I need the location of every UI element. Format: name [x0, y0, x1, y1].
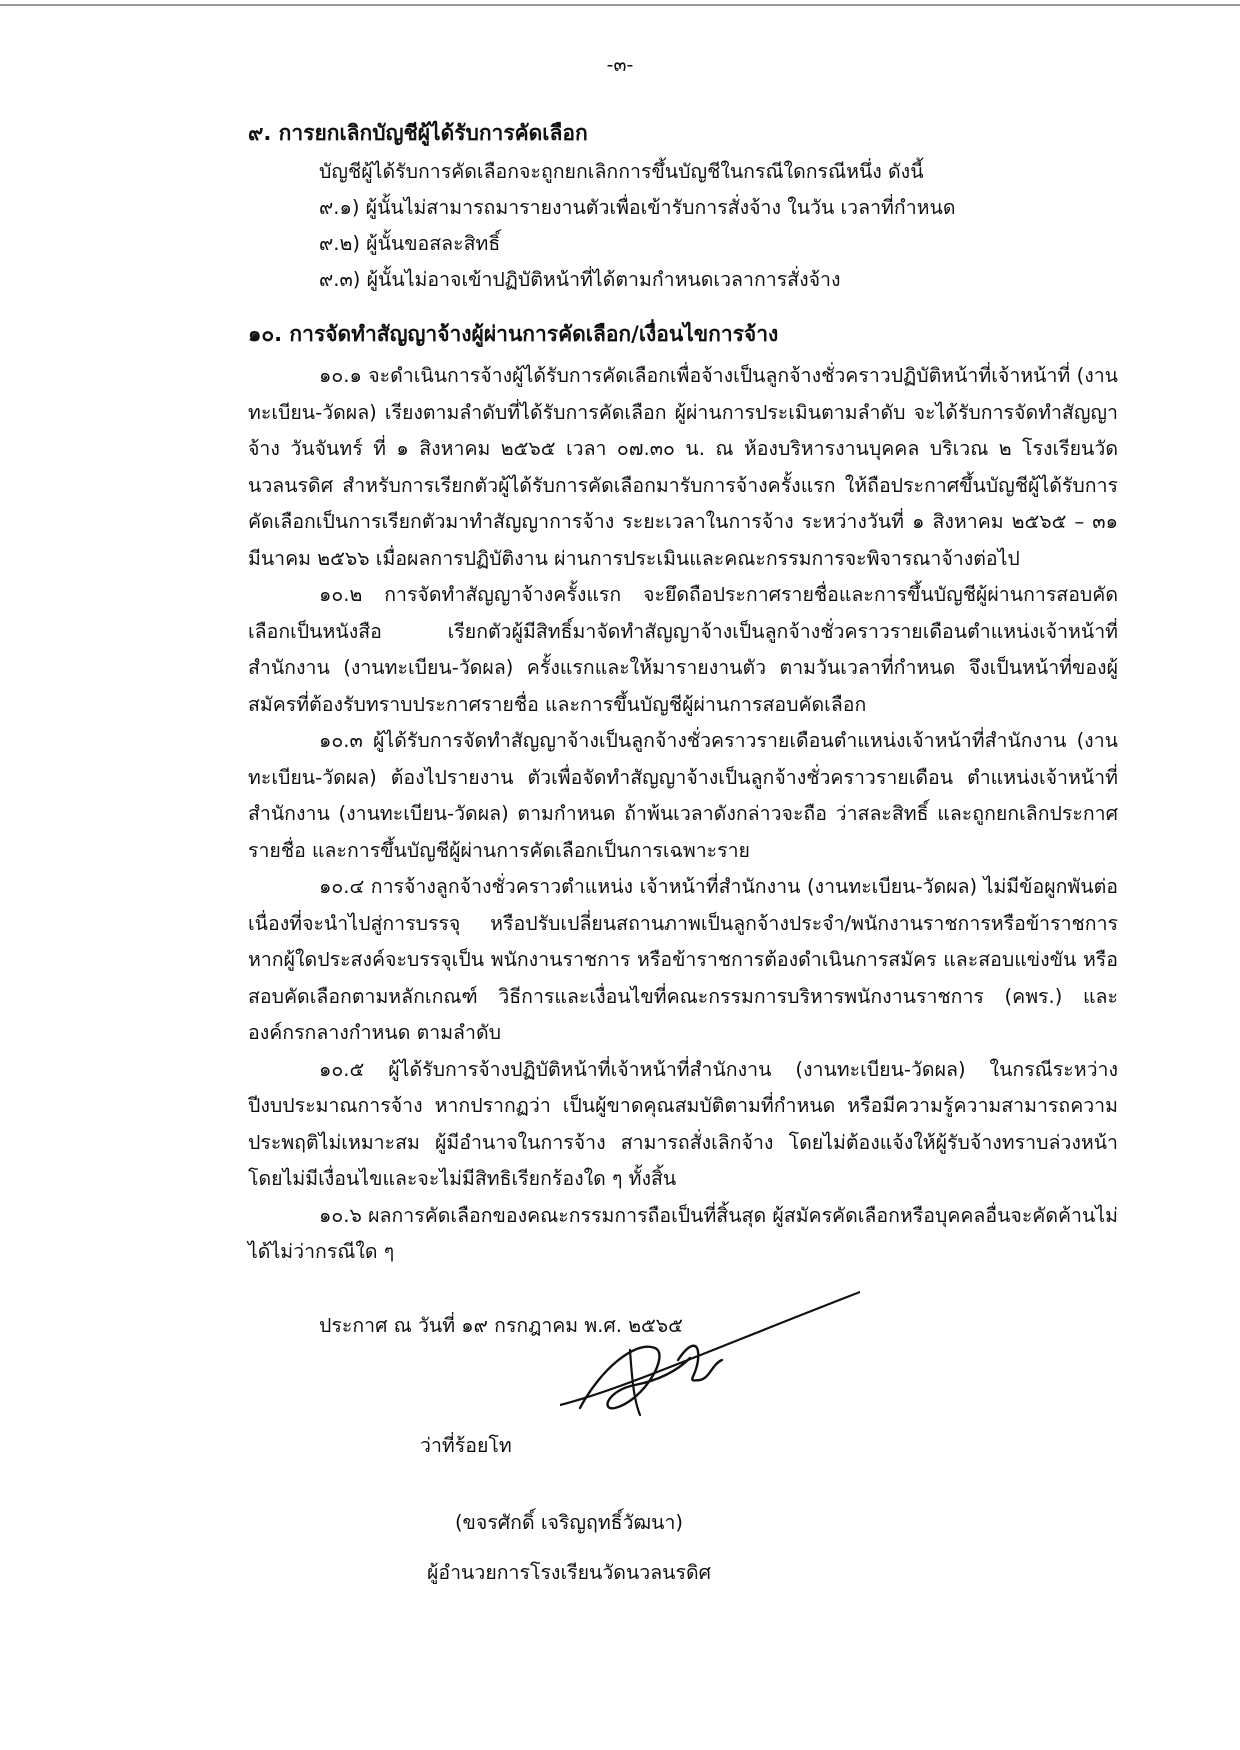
- section-9-item-1: ๙.๑) ผู้นั้นไม่สามารถมารายงานตัวเพื่อเข้ารับการสั่งจ้าง ในวัน เวลาที่กำหนด: [319, 196, 956, 219]
- signatory-rank: ว่าที่ร้อยโท: [420, 1434, 512, 1457]
- signatory-position: ผู้อำนวยการโรงเรียนวัดนวลนรดิศ: [426, 1561, 712, 1584]
- top-rule: [0, 4, 1240, 6]
- section-9-item-2: ๙.๒) ผู้นั้นขอสละสิทธิ์: [319, 232, 501, 255]
- section-10-6-paragraph: ๑๐.๖ ผลการคัดเลือกของคณะกรรมการถือเป็นที่สิ้นสุด ผู้สมัครคัดเลือกหรือบุคคลอื่นจะคัดค้านไม่ได้ไม่ว่ากรณีใด ๆ: [248, 1203, 1118, 1263]
- section-10-4-paragraph: ๑๐.๔ การจ้างลูกจ้างชั่วคราวตำแหน่ง เจ้าหน้าที่สำนักงาน (งานทะเบียน-วัดผล) ไม่มีข้อผูกพันต่อเนื่องที่จะนำไปสู่การบรรจุ หรือปรับเปลี่ยนสถานภาพเป็นลูกจ้างประจำ/พนักงานราชการหรือข้าราชการ หากผู้ใดประสงค์จะบรรจุเป็น พนักงานราชการ หรือข้าราชการต้องดำเนินการสมัคร และสอบแข่งขัน หรือสอบคัดเลือกตามหลักเกณฑ์ วิธีการและเงื่อนไขที่คณะกรรมการบริหารพนักงานราชการ (คพร.) และองค์กรกลางกำหนด ตามลำดับ: [248, 875, 1118, 1044]
- section-9-intro: บัญชีผู้ได้รับการคัดเลือกจะถูกยกเลิกการขึ้นบัญชีในกรณีใดกรณีหนึ่ง ดังนี้: [319, 160, 924, 183]
- section-10-2-paragraph: ๑๐.๒ การจัดทำสัญญาจ้างครั้งแรก จะยึดถือประกาศรายชื่อและการขึ้นบัญชีผู้ผ่านการสอบคัดเลือกเป็นหนังสือ เรียกตัวผู้มีสิทธิ์มาจัดทำสัญญาจ้างเป็นลูกจ้างชั่วคราวรายเดือนตำแหน่งเจ้าหน้าที่สำนักงาน (งานทะเบียน-วัดผล) ครั้งแรกและให้มารายงานตัว ตามวันเวลาที่กำหนด จึงเป็นหน้าที่ของผู้สมัครที่ต้องรับทราบประกาศรายชื่อ และการขึ้นบัญชีผู้ผ่านการสอบคัดเลือก: [248, 583, 1118, 716]
- announcement-date: ประกาศ ณ วันที่ ๑๙ กรกฎาคม พ.ศ. ๒๕๖๕: [319, 1313, 683, 1337]
- signatory-name: (ขจรศักดิ์ เจริญฤทธิ์วัฒนา): [454, 1511, 684, 1534]
- section-9-heading: ๙. การยกเลิกบัญชีผู้ได้รับการคัดเลือก: [248, 121, 588, 145]
- section-10-1-paragraph: ๑๐.๑ จะดำเนินการจ้างผู้ได้รับการคัดเลือกเพื่อจ้างเป็นลูกจ้างชั่วคราวปฏิบัติหน้าที่เจ้าหน้าที่ (งานทะเบียน-วัดผล) เรียงตามลำดับที่ได้รับการคัดเลือก ผู้ผ่านการประเมินตามลำดับ จะได้รับการจัดทำสัญญาจ้าง วันจันทร์ ที่ ๑ สิงหาคม ๒๕๖๕ เวลา ๐๗.๓๐ น. ณ ห้องบริหารงานบุคคล บริเวณ ๒ โรงเรียนวัดนวลนรดิศ สำหรับการเรียกตัวผู้ได้รับการคัดเลือกมารับการจ้างครั้งแรก ให้ถือประกาศขึ้นบัญชีผู้ได้รับการคัดเลือกเป็นการเรียกตัวมาทำสัญญาการจ้าง ระยะเวลาในการจ้าง ระหว่างวันที่ ๑ สิงหาคม ๒๕๖๕ – ๓๑ มีนาคม ๒๕๖๖ เมื่อผลการปฏิบัติงาน ผ่านการประเมินและคณะกรรมการจะพิจารณาจ้างต่อไป: [248, 364, 1118, 570]
- document-body: [248, 118, 1118, 1341]
- section-10-heading: ๑๐. การจัดทำสัญญาจ้างผู้ผ่านการคัดเลือก/เงื่อนไขการจ้าง: [248, 322, 779, 346]
- page-number: -๓-: [606, 54, 634, 76]
- section-10-3-paragraph: ๑๐.๓ ผู้ได้รับการจัดทำสัญญาจ้างเป็นลูกจ้างชั่วคราวรายเดือนตำแหน่งเจ้าหน้าที่สำนักงาน (งานทะเบียน-วัดผล) ต้องไปรายงาน ตัวเพื่อจัดทำสัญญาจ้างเป็นลูกจ้างชั่วคราวรายเดือน ตำแหน่งเจ้าหน้าที่สำนักงาน (งานทะเบียน-วัดผล) ตามกำหนด ถ้าพ้นเวลาดังกล่าวจะถือ ว่าสละสิทธิ์ และถูกยกเลิกประกาศรายชื่อ และการขึ้นบัญชีผู้ผ่านการคัดเลือกเป็นการเฉพาะราย: [248, 729, 1118, 862]
- section-9-item-3: ๙.๓) ผู้นั้นไม่อาจเข้าปฏิบัติหน้าที่ได้ตามกำหนดเวลาการสั่งจ้าง: [319, 268, 841, 291]
- section-10-5-paragraph: ๑๐.๕ ผู้ได้รับการจ้างปฏิบัติหน้าที่เจ้าหน้าที่สำนักงาน (งานทะเบียน-วัดผล) ในกรณีระหว่างปีงบประมาณการจ้าง หากปรากฏว่า เป็นผู้ขาดคุณสมบัติตามที่กำหนด หรือมีความรู้ความสามารถความประพฤติไม่เหมาะสม ผู้มีอำนาจในการจ้าง สามารถสั่งเลิกจ้าง โดยไม่ต้องแจ้งให้ผู้รับจ้างทราบล่วงหน้า โดยไม่มีเงื่อนไขและจะไม่มีสิทธิเรียกร้องใด ๆ ทั้งสิ้น: [248, 1057, 1118, 1190]
